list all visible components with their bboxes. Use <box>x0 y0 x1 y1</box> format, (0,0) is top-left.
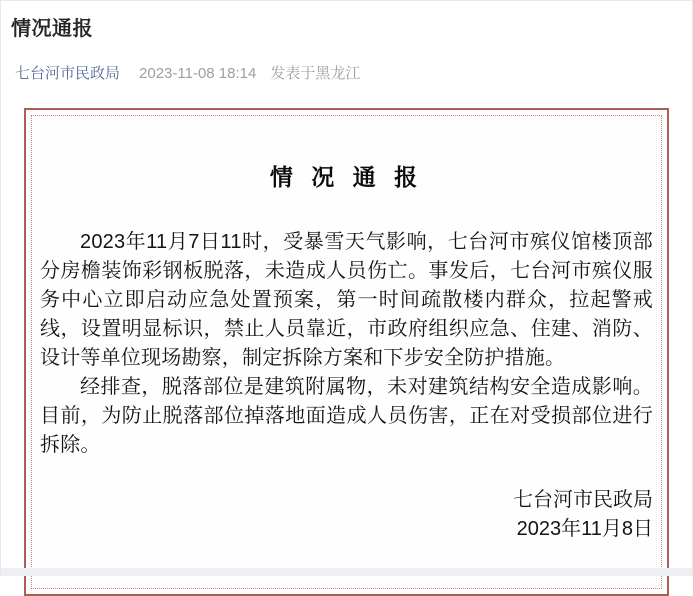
notice-paragraph: 经排查，脱落部位是建筑附属物，未对建筑结构安全造成影响。目前，为防止脱落部位掉落地面造成人员伤害，正在对受损部位进行拆除。 <box>40 376 653 456</box>
page-bottom-edge <box>1 568 692 576</box>
article-meta <box>15 63 692 84</box>
publish-location: 发表于黑龙江 <box>270 65 361 82</box>
notice-bordered-box <box>24 108 669 596</box>
notice-paragraph: 2023年11月7日11时，受暴雪天气影响，七台河市殡仪馆楼顶部分房檐装饰彩钢板脱落，未造成人员伤亡。事发后，七台河市殡仪服务中心立即启动应急处置预案，第一时间疏散楼内群众，拉起警戒线，设置明显标识，禁止人员靠近，市政府组织应急、住建、消防、设计等单位现场勘察，制定拆除方案和下步安全防护措施。 <box>40 231 653 369</box>
signature-block <box>40 486 653 544</box>
notice-body <box>40 228 653 460</box>
signature-org: 七台河市民政局 <box>513 489 653 511</box>
page-title: 情况通报 <box>11 18 93 40</box>
account-name-link[interactable]: 七台河市民政局 <box>15 65 121 82</box>
publish-timestamp: 2023-11-08 18:14 <box>139 65 257 82</box>
signature-date: 2023年11月8日 <box>516 518 653 540</box>
notice-inner-frame <box>31 115 662 589</box>
notice-title: 情 况 通 报 <box>269 164 424 190</box>
